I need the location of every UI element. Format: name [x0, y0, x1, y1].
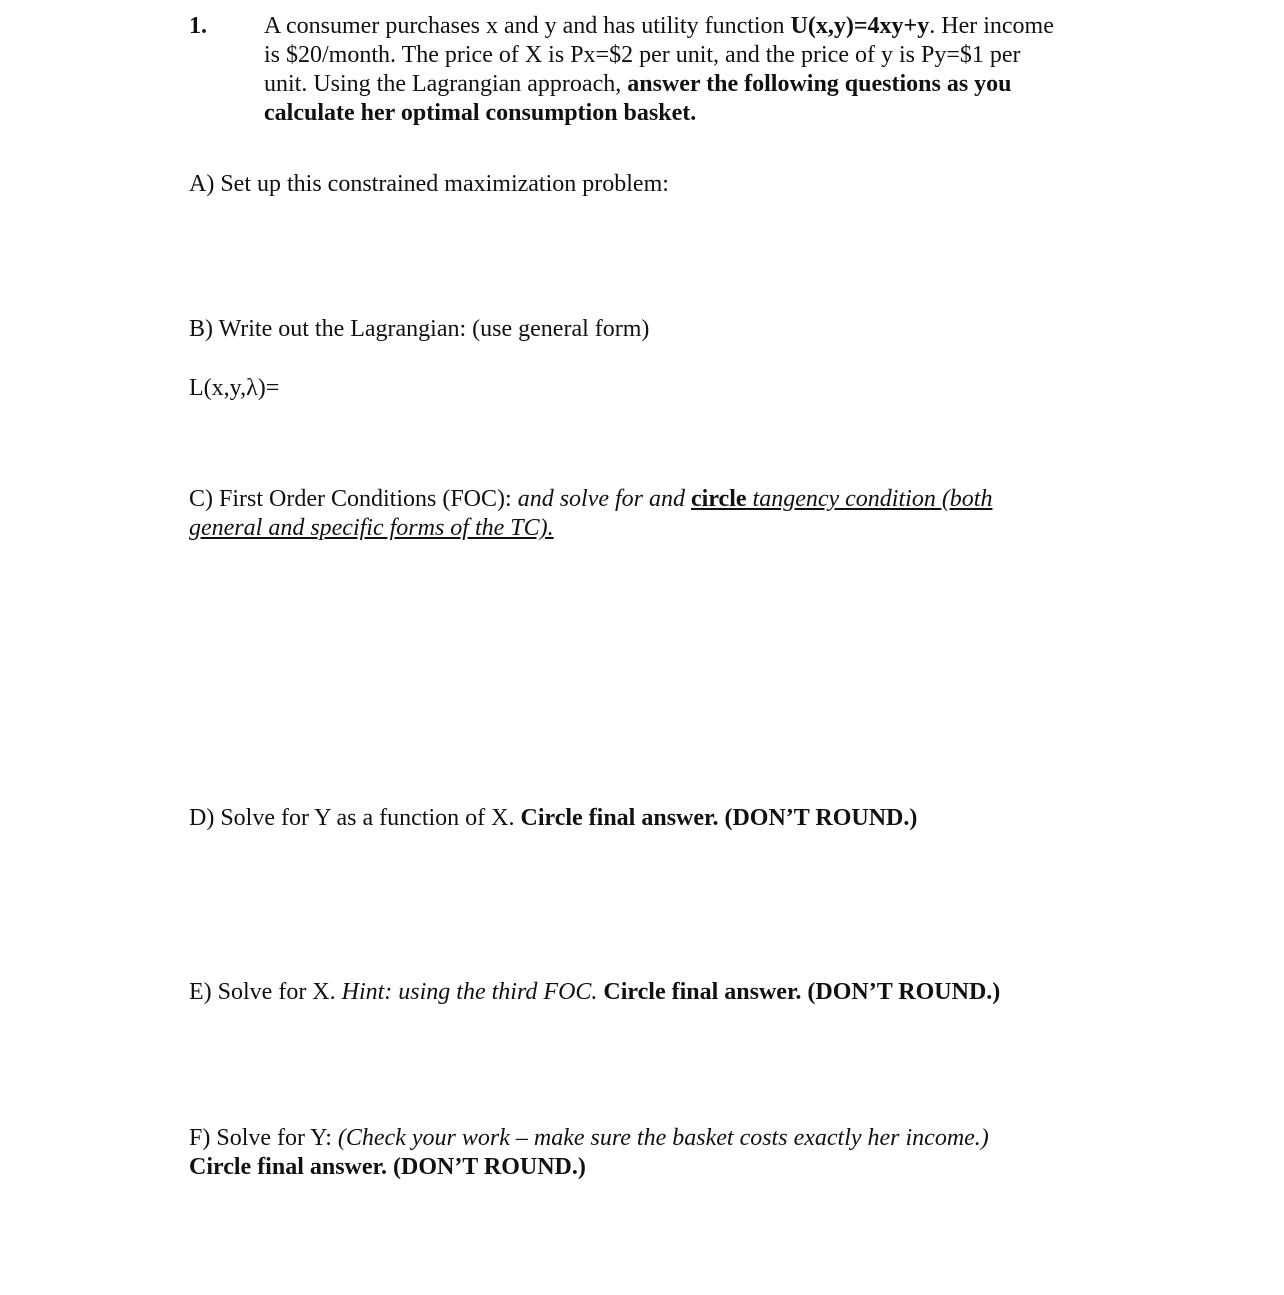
part-c-label: C) First Order Conditions (FOC): — [189, 486, 518, 512]
part-b-prompt: B) Write out the Lagrangian: (use general form) — [189, 316, 650, 342]
part-f-check-note: (Check your work – make sure the basket costs exactly her income.) — [337, 1125, 989, 1151]
part-c-instruction: and solve for and — [517, 486, 692, 512]
part-c-prompt — [189, 485, 992, 543]
part-f-prompt — [189, 1124, 989, 1182]
intro-line-3 — [264, 70, 1124, 99]
intro-emphasis: answer the following questions as you — [627, 71, 1012, 97]
part-c-line-2: general and specific forms of the TC). — [189, 515, 554, 541]
intro-text: . Her income — [929, 13, 1054, 39]
part-f-label: F) Solve for Y: — [189, 1125, 338, 1151]
intro-text: A consumer purchases x and y and has utility function — [264, 13, 791, 39]
part-e-instruction: Circle final answer. (DON’T ROUND.) — [603, 979, 1001, 1005]
part-e-hint: Hint: using the third FOC. — [341, 979, 598, 1005]
utility-function: U(x,y)=4xy+y — [790, 13, 930, 39]
part-a-prompt: A) Set up this constrained maximization problem: — [189, 171, 669, 197]
part-c-line-1 — [189, 485, 992, 514]
intro-line-4: calculate her optimal consumption basket. — [264, 100, 697, 126]
part-f-line-1 — [189, 1124, 989, 1153]
part-d-prompt — [189, 804, 917, 833]
part-c-circle-word: circle — [691, 486, 747, 512]
question-intro — [264, 12, 1124, 128]
intro-line-2: is $20/month. The price of X is Px=$2 per unit, and the price of y is Py=$1 per — [264, 42, 1021, 68]
part-f-instruction: Circle final answer. (DON’T ROUND.) — [189, 1154, 586, 1180]
part-d-instruction: Circle final answer. (DON’T ROUND.) — [520, 805, 918, 831]
intro-text: unit. Using the Lagrangian approach, — [264, 71, 628, 97]
part-e-label: E) Solve for X. — [189, 979, 342, 1005]
part-d-label: D) Solve for Y as a function of X. — [189, 805, 521, 831]
part-e-prompt — [189, 978, 1000, 1007]
part-c-instruction-underlined: tangency condition (both — [746, 486, 993, 512]
question-number: 1. — [189, 13, 207, 39]
lagrangian-label: L(x,y,λ)= — [189, 375, 280, 401]
intro-line-1 — [264, 12, 1124, 41]
